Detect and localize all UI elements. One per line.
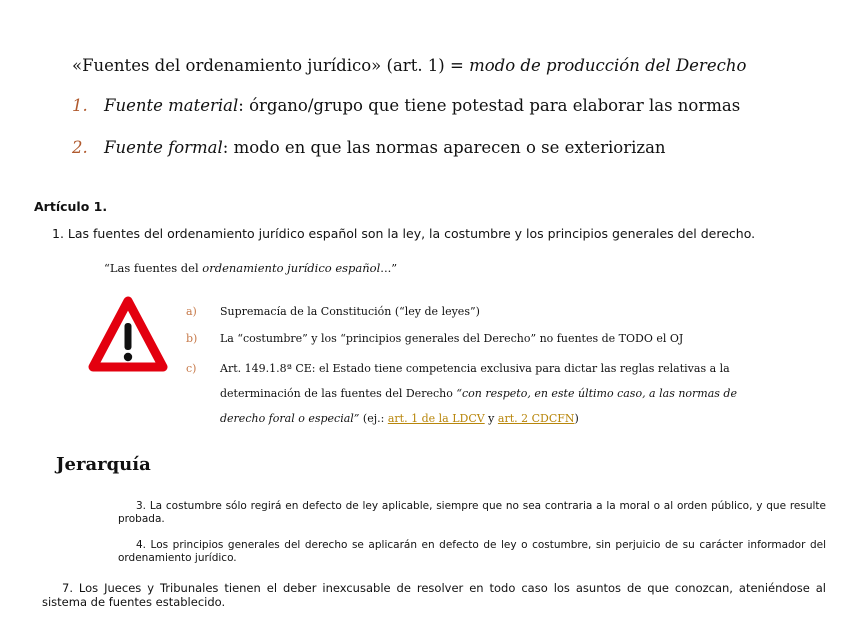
definition-term: Fuente formal [104,138,223,157]
quote-italic: ordenamiento jurídico español [202,261,381,275]
hierarchy-title: Jerarquía [56,454,151,475]
item-label: c) [186,362,197,375]
law-paragraph-7: 7. Los Jueces y Tribunales tienen el deber inexcusable de resolver en todo caso los asuntos de que conozcan, ateniéndose al sistema de fuentes establecido. [42,581,826,609]
heading-term: «Fuentes del ordenamiento jurídico» [72,56,382,75]
item-label: b) [186,332,198,345]
quote-close: ...” [380,261,398,275]
slide-heading [72,56,746,75]
item-text-b: (ej.: [359,412,388,425]
law-paragraph-3: 3. La costumbre sólo regirá en defecto de ley aplicable, siempre que no sea contraria a la moral o al orden público, y que resulte probada. [118,500,826,525]
warning-triangle-icon [88,296,168,372]
heading-ref: (art. 1) = [381,56,470,75]
definition-text: : modo en que las normas aparecen o se exteriorizan [222,138,666,157]
item-label: a) [186,305,197,318]
definition-number: 1. [72,96,88,115]
definition-number: 2. [72,138,88,157]
heading-definition: modo de producción del Derecho [469,56,747,75]
item-text [220,356,780,431]
article-paragraph-1: 1. Las fuentes del ordenamiento jurídico español son la ley, la costumbre y los principios generales del derecho. [52,226,756,241]
cdcfn-article-link[interactable]: art. 2 CDCFN [497,412,575,425]
quote-line [104,261,397,275]
ldcv-article-link[interactable]: art. 1 de la LDCV [387,412,485,425]
item-text-d: ) [574,412,579,425]
item-text: Supremacía de la Constitución (“ley de leyes”) [220,305,480,318]
item-text-a: Art. 149.1.8ª CE: el Estado tiene competencia exclusiva para dictar las reglas relativas a la determinación de las fuentes del Derecho [220,362,730,400]
article-title: Artículo 1. [34,199,108,214]
definition-item-formal [72,138,666,157]
item-text-c: y [484,412,498,425]
quote-open: “Las fuentes del [104,261,203,275]
definition-text: : órgano/grupo que tiene potestad para elaborar las normas [238,96,741,115]
definition-term: Fuente material [104,96,239,115]
definition-item-material [72,96,740,115]
item-text: La “costumbre” y los “principios generales del Derecho” no fuentes de TODO el OJ [220,332,684,345]
item-text-italic: “con respeto, en este último caso, a las normas de derecho foral o especial” [220,387,737,425]
law-paragraph-4: 4. Los principios generales del derecho se aplicarán en defecto de ley o costumbre, sin perjuicio de su carácter informador del ordenamiento jurídico. [118,539,826,564]
